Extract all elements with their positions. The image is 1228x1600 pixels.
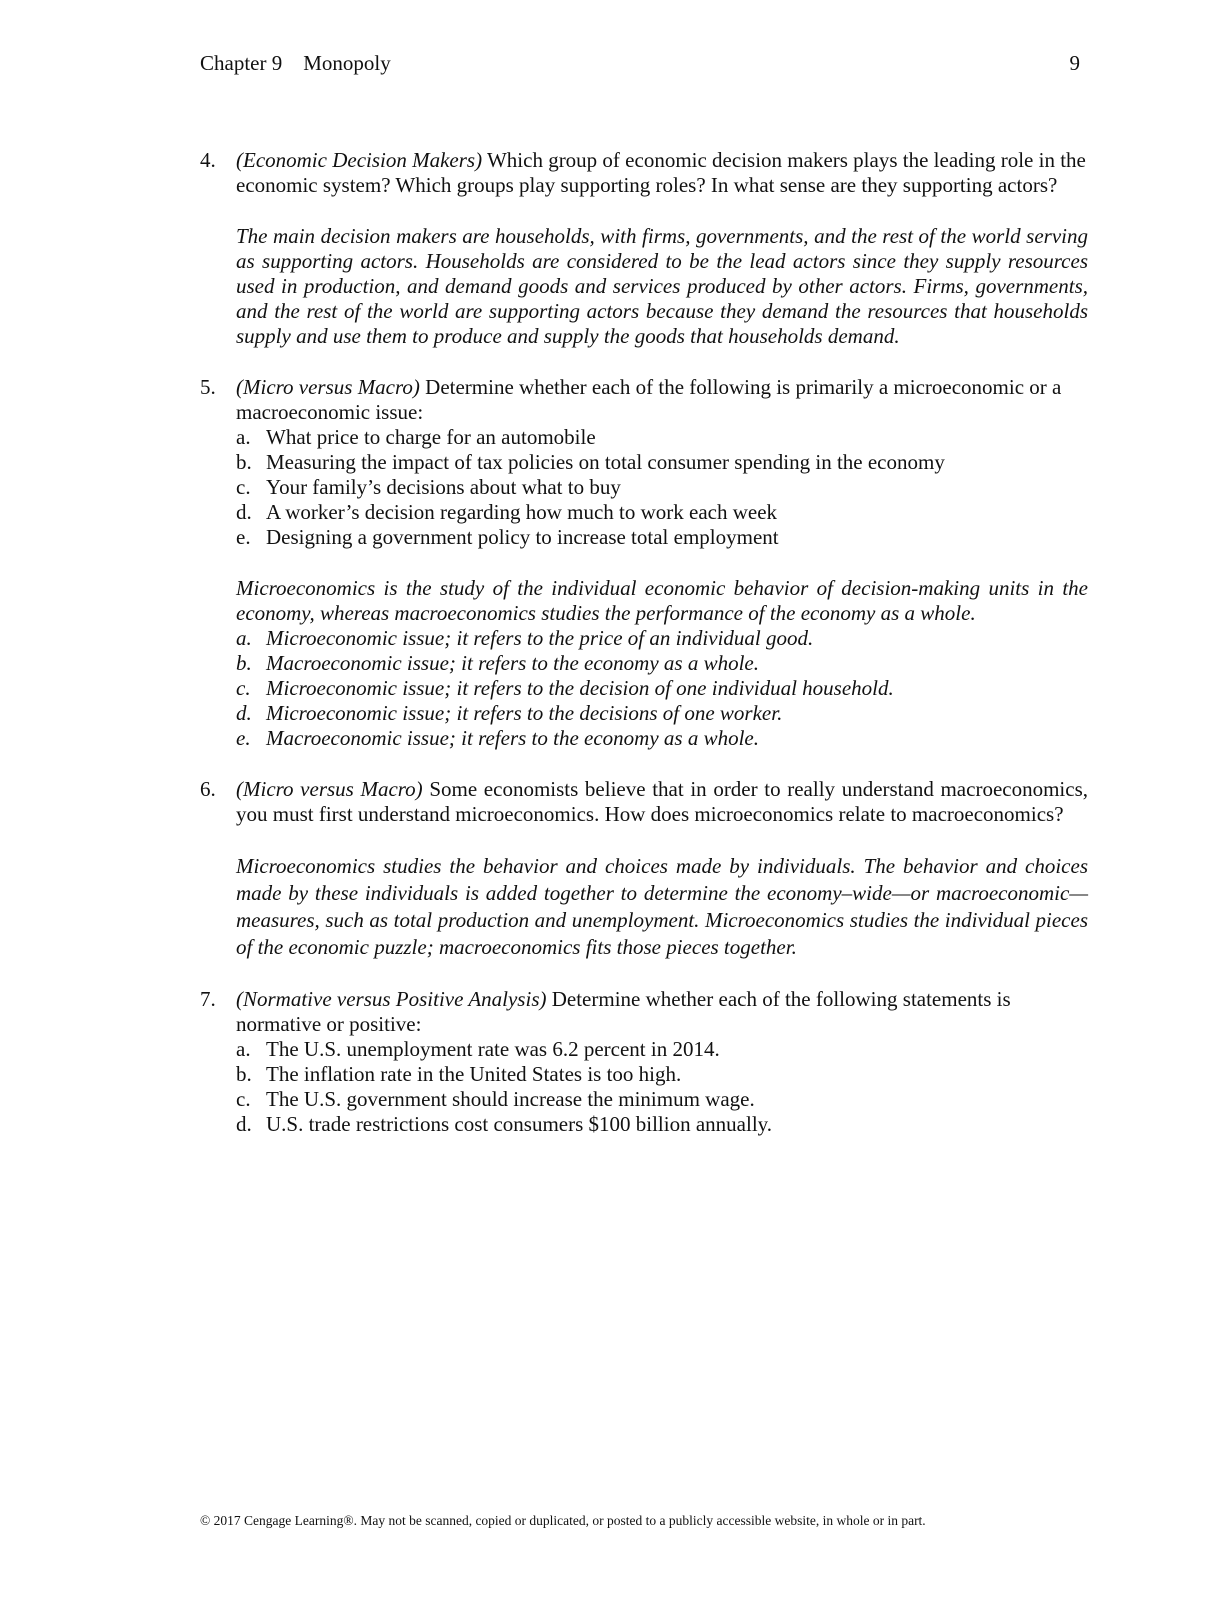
item-text: Macroeconomic issue; it refers to the economy as a whole. — [266, 651, 759, 675]
item-letter: b. — [236, 1062, 252, 1086]
answer-text — [236, 576, 1088, 751]
item-letter: e. — [236, 726, 251, 750]
item-text: Microeconomic issue; it refers to the decisions of one worker. — [266, 701, 783, 725]
question-4 — [200, 148, 1088, 349]
list-item — [236, 701, 1088, 726]
question-number: 7. — [200, 987, 216, 1011]
question-5 — [200, 375, 1088, 751]
item-letter: d. — [236, 701, 252, 725]
list-item — [236, 626, 1088, 651]
item-letter: b. — [236, 450, 252, 474]
item-text: Measuring the impact of tax policies on total consumer spending in the economy — [266, 450, 945, 474]
item-letter: c. — [236, 1087, 251, 1111]
item-text: Microeconomic issue; it refers to the decision of one individual household. — [266, 676, 894, 700]
item-text: The inflation rate in the United States is too high. — [266, 1062, 682, 1086]
question-items — [236, 1037, 1088, 1137]
item-letter: a. — [236, 626, 252, 650]
item-letter: e. — [236, 525, 251, 549]
chapter-title: Chapter 9 Monopoly — [200, 51, 391, 75]
question-body: Determine whether each of the following is primarily a microeconomic or a macroeconomic issue: — [236, 375, 1062, 424]
question-text — [236, 987, 1088, 1037]
question-number: 6. — [200, 777, 216, 801]
question-topic: (Economic Decision Makers) — [236, 148, 483, 172]
answer-text: Microeconomics studies the behavior and choices made by individuals. The behavior and choices made by these individuals is added together to determine the economy–wide—or macroeconomic—measures, such as total production and unemployment. Microeconomics studies the individual pieces of the economic puzzle; macroeconomics fits those pieces together. — [236, 854, 1088, 959]
item-letter: b. — [236, 651, 252, 675]
answer-intro: Microeconomics is the study of the individual economic behavior of decision-making units in the economy, whereas macroeconomics studies the performance of the economy as a whole. — [236, 576, 1088, 625]
item-text: Macroeconomic issue; it refers to the economy as a whole. — [266, 726, 759, 750]
question-topic: (Micro versus Macro) — [236, 777, 423, 801]
item-text: Designing a government policy to increase total employment — [266, 525, 779, 549]
item-letter: d. — [236, 1112, 252, 1136]
list-item — [236, 500, 1088, 525]
item-letter: c. — [236, 676, 251, 700]
question-topic: (Normative versus Positive Analysis) — [236, 987, 547, 1011]
list-item — [236, 1037, 1088, 1062]
item-letter: a. — [236, 1037, 251, 1061]
item-text: The U.S. unemployment rate was 6.2 percent in 2014. — [266, 1037, 720, 1061]
question-body: Which group of economic decision makers plays the leading role in the economic system? Which groups play supporting roles? In what sense are they supporting actors? — [236, 148, 1086, 197]
list-item — [236, 475, 1088, 500]
item-letter: d. — [236, 500, 252, 524]
list-item — [236, 1062, 1088, 1087]
item-letter: a. — [236, 425, 251, 449]
list-item — [236, 1112, 1088, 1137]
copyright-footer: © 2017 Cengage Learning®. May not be scanned, copied or duplicated, or posted to a publicly accessible website, in whole or in part. — [200, 1513, 926, 1528]
page-number: 9 — [1069, 51, 1080, 75]
item-text: Your family’s decisions about what to buy — [266, 475, 621, 499]
question-body: Some economists believe that in order to really understand macroeconomics, you must first understand microeconomics. How does microeconomics relate to macroeconomics? — [236, 777, 1088, 826]
question-number: 4. — [200, 148, 216, 172]
answer-items — [236, 626, 1088, 751]
item-text: The U.S. government should increase the minimum wage. — [266, 1087, 755, 1111]
question-text — [236, 375, 1088, 425]
question-topic: (Micro versus Macro) — [236, 375, 420, 399]
list-item — [236, 651, 1088, 676]
item-letter: c. — [236, 475, 251, 499]
question-body: Determine whether each of the following statements is normative or positive: — [236, 987, 1011, 1036]
item-text: Microeconomic issue; it refers to the price of an individual good. — [266, 626, 814, 650]
answer-text: The main decision makers are households, with firms, governments, and the rest of the world serving as supporting actors. Households are considered to be the lead actors since they supply resources used in production, and demand goods and services produced by other actors. Firms, governments, and the rest of the world are supporting actors because they demand the resources that households supply and use them to produce and supply the goods that households demand. — [236, 224, 1088, 348]
page-header — [200, 48, 1080, 78]
item-text: A worker’s decision regarding how much to work each week — [266, 500, 778, 524]
list-item — [236, 450, 1088, 475]
item-text: What price to charge for an automobile — [266, 425, 596, 449]
list-item — [236, 525, 1088, 550]
list-item — [236, 676, 1088, 701]
question-7 — [200, 987, 1088, 1137]
question-items — [236, 425, 1088, 550]
page-content — [200, 148, 1088, 1163]
question-text — [236, 777, 1088, 827]
question-number: 5. — [200, 375, 216, 399]
item-text: U.S. trade restrictions cost consumers $100 billion annually. — [266, 1112, 773, 1136]
list-item — [236, 425, 1088, 450]
question-6 — [200, 777, 1088, 961]
list-item — [236, 1087, 1088, 1112]
list-item — [236, 726, 1088, 751]
question-text — [236, 148, 1088, 198]
